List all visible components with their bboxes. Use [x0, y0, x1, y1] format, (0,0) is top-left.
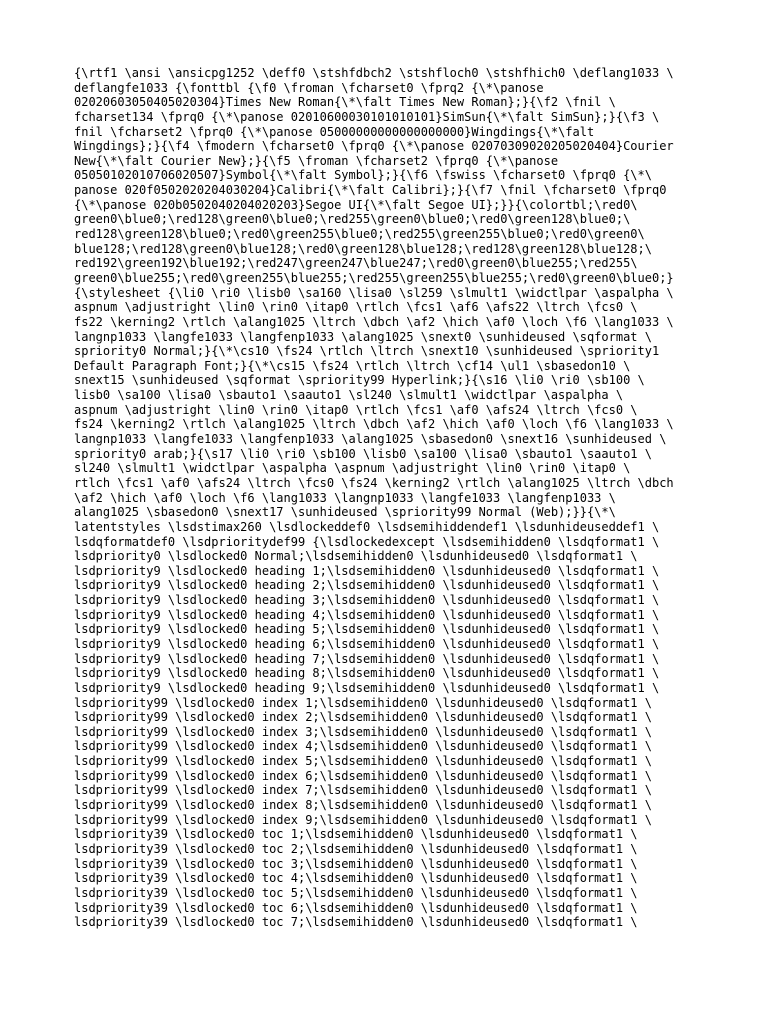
text-line: lsdpriority99 \lsdlocked0 index 3;\lsdsemihidden0 \lsdunhideused0 \lsdqformat1 \	[74, 724, 652, 739]
text-line: langnp1033 \langfe1033 \langfenp1033 \alang1025 \sbasedon0 \snext16 \sunhideused \	[74, 432, 667, 447]
text-line: snext15 \sunhideused \sqformat \spriority99 Hyperlink;}{\s16 \li0 \ri0 \sb100 \	[74, 373, 645, 388]
text-line: red128\green128\blue0;\red0\green255\blue0;\red255\green255\blue0;\red0\green0\	[74, 227, 645, 242]
text-line: {\rtf1 \ansi \ansicpg1252 \deff0 \stshfdbch2 \stshfloch0 \stshfhich0 \deflang1033 \	[74, 66, 674, 80]
text-line: lsdpriority39 \lsdlocked0 toc 6;\lsdsemihidden0 \lsdunhideused0 \lsdqformat1 \	[74, 900, 638, 915]
text-line: {\stylesheet {\li0 \ri0 \lisb0 \sa160 \lisa0 \sl259 \slmult1 \widctlpar \aspalpha \	[74, 285, 674, 300]
text-line: lsdpriority99 \lsdlocked0 index 4;\lsdsemihidden0 \lsdunhideused0 \lsdqformat1 \	[74, 739, 652, 754]
text-line: lsdpriority99 \lsdlocked0 index 2;\lsdsemihidden0 \lsdunhideused0 \lsdqformat1 \	[74, 710, 652, 725]
text-line: Default Paragraph Font;}{\*\cs15 \fs24 \rtlch \ltrch \cf14 \ul1 \sbasedon10 \	[74, 358, 631, 373]
text-line: aspnum \adjustright \lin0 \rin0 \itap0 \rtlch \fcs1 \af0 \afs24 \ltrch \fcs0 \	[74, 402, 638, 417]
text-line: New{\*\falt Courier New};}{\f5 \froman \fcharset2 \fprq0 {\*\panose	[74, 153, 559, 168]
text-line: alang1025 \sbasedon0 \snext17 \sunhideused \spriority99 Normal (Web);}}{\*\	[74, 505, 616, 520]
text-line: lsdpriority99 \lsdlocked0 index 9;\lsdsemihidden0 \lsdunhideused0 \lsdqformat1 \	[74, 812, 652, 827]
text-line: lsdqformatdef0 \lsdprioritydef99 {\lsdlockedexcept \lsdsemihidden0 \lsdqformat1 \	[74, 534, 660, 549]
text-line: fcharset134 \fprq0 {\*\panose 02010600030101010101}SimSun{\*\falt SimSun};}{\f3 \	[74, 109, 660, 124]
text-line: lsdpriority0 \lsdlocked0 Normal;\lsdsemihidden0 \lsdunhideused0 \lsdqformat1 \	[74, 549, 638, 564]
text-line: lsdpriority39 \lsdlocked0 toc 4;\lsdsemihidden0 \lsdunhideused0 \lsdqformat1 \	[74, 871, 638, 886]
text-line: sl240 \slmult1 \widctlpar \aspalpha \aspnum \adjustright \lin0 \rin0 \itap0 \	[74, 461, 631, 476]
text-line: 05050102010706020507}Symbol{\*\falt Symbol};}{\f6 \fswiss \fcharset0 \fprq0 {\*\	[74, 168, 652, 183]
text-line: lsdpriority9 \lsdlocked0 heading 9;\lsdsemihidden0 \lsdunhideused0 \lsdqformat1 \	[74, 680, 660, 695]
text-line: lsdpriority9 \lsdlocked0 heading 8;\lsdsemihidden0 \lsdunhideused0 \lsdqformat1 \	[74, 666, 660, 681]
text-line: lsdpriority39 \lsdlocked0 toc 5;\lsdsemihidden0 \lsdunhideused0 \lsdqformat1 \	[74, 885, 638, 900]
text-line: panose 020f0502020204030204}Calibri{\*\falt Calibri};}{\f7 \fnil \fcharset0 \fprq0	[74, 183, 667, 198]
text-line: blue128;\red128\green0\blue128;\red0\green128\blue128;\red128\green128\blue128;\	[74, 241, 652, 256]
text-line: lsdpriority99 \lsdlocked0 index 5;\lsdsemihidden0 \lsdunhideused0 \lsdqformat1 \	[74, 754, 652, 769]
text-line: lsdpriority9 \lsdlocked0 heading 3;\lsdsemihidden0 \lsdunhideused0 \lsdqformat1 \	[74, 593, 660, 608]
text-line: lsdpriority9 \lsdlocked0 heading 6;\lsdsemihidden0 \lsdunhideused0 \lsdqformat1 \	[74, 636, 660, 651]
text-line: deflangfe1033 {\fonttbl {\f0 \froman \fcharset0 \fprq2 {\*\panose	[74, 80, 544, 95]
text-line: lsdpriority99 \lsdlocked0 index 8;\lsdsemihidden0 \lsdunhideused0 \lsdqformat1 \	[74, 798, 652, 813]
text-line: lsdpriority39 \lsdlocked0 toc 1;\lsdsemihidden0 \lsdunhideused0 \lsdqformat1 \	[74, 827, 638, 842]
text-line: fs22 \kerning2 \rtlch \alang1025 \ltrch \dbch \af2 \hich \af0 \loch \f6 \lang1033 \	[74, 314, 674, 329]
text-line: lsdpriority99 \lsdlocked0 index 6;\lsdsemihidden0 \lsdunhideused0 \lsdqformat1 \	[74, 768, 652, 783]
text-line: spriority0 arab;}{\s17 \li0 \ri0 \sb100 \lisb0 \sa100 \lisa0 \sbauto1 \saauto1 \	[74, 446, 652, 461]
text-line: langnp1033 \langfe1033 \langfenp1033 \alang1025 \snext0 \sunhideused \sqformat \	[74, 329, 652, 344]
text-line: {\*\panose 020b0502040204020203}Segoe UI{\*\falt Segoe UI};}}{\colortbl;\red0\	[74, 197, 638, 212]
text-line: lsdpriority99 \lsdlocked0 index 1;\lsdsemihidden0 \lsdunhideused0 \lsdqformat1 \	[74, 695, 652, 710]
text-line: lsdpriority39 \lsdlocked0 toc 3;\lsdsemihidden0 \lsdunhideused0 \lsdqformat1 \	[74, 856, 638, 871]
text-line: fs24 \kerning2 \rtlch \alang1025 \ltrch \dbch \af2 \hich \af0 \loch \f6 \lang1033 \	[74, 417, 674, 432]
text-line: \af2 \hich \af0 \loch \f6 \lang1033 \langnp1033 \langfe1033 \langfenp1033 \	[74, 490, 616, 505]
text-line: lsdpriority9 \lsdlocked0 heading 5;\lsdsemihidden0 \lsdunhideused0 \lsdqformat1 \	[74, 622, 660, 637]
text-line: aspnum \adjustright \lin0 \rin0 \itap0 \rtlch \fcs1 \af6 \afs22 \ltrch \fcs0 \	[74, 300, 638, 315]
text-line: lsdpriority9 \lsdlocked0 heading 2;\lsdsemihidden0 \lsdunhideused0 \lsdqformat1 \	[74, 578, 660, 593]
text-line: spriority0 Normal;}{\*\cs10 \fs24 \rtlch \ltrch \snext10 \sunhideused \spriority1	[74, 344, 660, 359]
rtf-source-text	[74, 66, 714, 930]
text-line: lsdpriority9 \lsdlocked0 heading 4;\lsdsemihidden0 \lsdunhideused0 \lsdqformat1 \	[74, 607, 660, 622]
text-line: lsdpriority9 \lsdlocked0 heading 7;\lsdsemihidden0 \lsdunhideused0 \lsdqformat1 \	[74, 651, 660, 666]
text-line: green0\blue255;\red0\green255\blue255;\red255\green255\blue255;\red0\green0\blue0;}	[74, 270, 674, 285]
text-line: Wingdings};}{\f4 \fmodern \fcharset0 \fprq0 {\*\panose 02070309020205020404}Courier	[74, 139, 674, 154]
text-line: green0\blue0;\red128\green0\blue0;\red255\green0\blue0;\red0\green128\blue0;\	[74, 212, 631, 227]
text-line: lisb0 \sa100 \lisa0 \sbauto1 \saauto1 \sl240 \slmult1 \widctlpar \aspalpha \	[74, 388, 624, 403]
text-line: fnil \fcharset2 \fprq0 {\*\panose 05000000000000000000}Wingdings{\*\falt	[74, 124, 595, 139]
text-line: lsdpriority39 \lsdlocked0 toc 2;\lsdsemihidden0 \lsdunhideused0 \lsdqformat1 \	[74, 841, 638, 856]
text-line: latentstyles \lsdstimax260 \lsdlockeddef0 \lsdsemihiddendef1 \lsdunhideuseddef1 \	[74, 519, 660, 534]
text-line: lsdpriority9 \lsdlocked0 heading 1;\lsdsemihidden0 \lsdunhideused0 \lsdqformat1 \	[74, 563, 660, 578]
text-line: lsdpriority39 \lsdlocked0 toc 7;\lsdsemihidden0 \lsdunhideused0 \lsdqformat1 \	[74, 915, 638, 930]
text-line: red192\green192\blue192;\red247\green247\blue247;\red0\green0\blue255;\red255\	[74, 256, 638, 271]
text-line: 02020603050405020304}Times New Roman{\*\falt Times New Roman};}{\f2 \fnil \	[74, 95, 616, 110]
text-line: lsdpriority99 \lsdlocked0 index 7;\lsdsemihidden0 \lsdunhideused0 \lsdqformat1 \	[74, 783, 652, 798]
text-line: rtlch \fcs1 \af0 \afs24 \ltrch \fcs0 \fs24 \kerning2 \rtlch \alang1025 \ltrch \dbch	[74, 475, 674, 490]
